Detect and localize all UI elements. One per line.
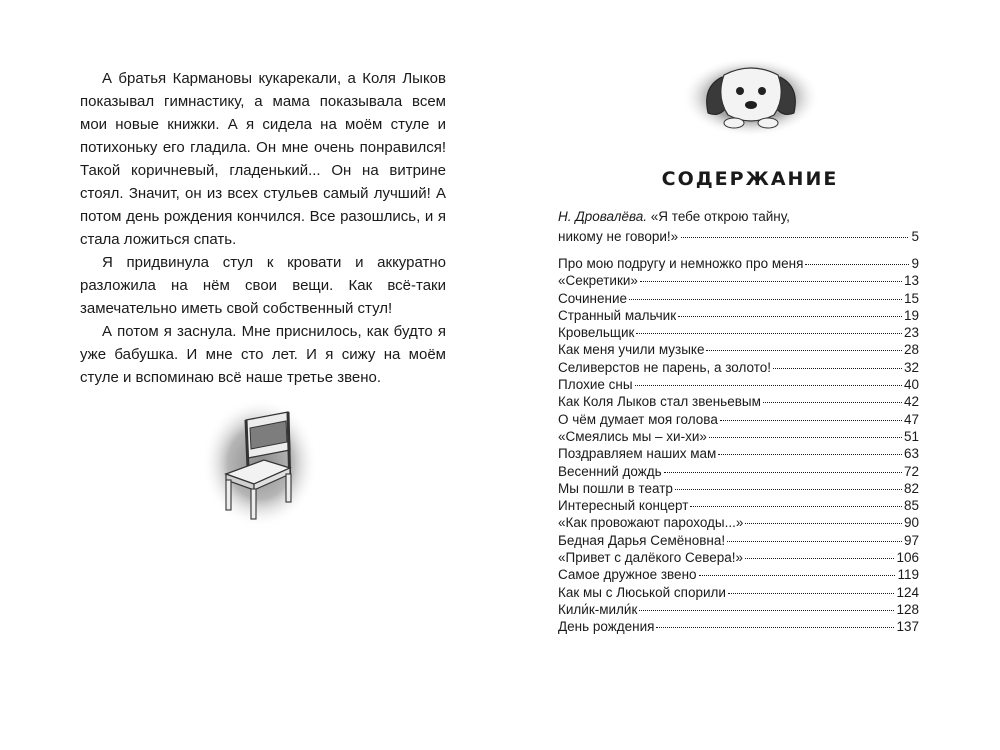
intro-title-line2: никому не говори!»: [558, 229, 679, 244]
toc-entry-page-number: 28: [903, 342, 919, 358]
toc-entry-title: Мы пошли в театр: [558, 480, 673, 496]
toc-entry-page-number: 63: [903, 446, 919, 462]
leader-dots: [636, 333, 902, 334]
toc-entry-title: Странный мальчик: [558, 307, 677, 323]
toc-entry-title: «Привет с далёкого Севера!»: [558, 550, 744, 566]
leader-dots: [728, 593, 895, 594]
toc-entry[interactable]: [558, 290, 919, 307]
right-page: [500, 0, 1000, 750]
toc-entry-title: «Секретики»: [558, 273, 638, 289]
toc-entry[interactable]: [558, 549, 919, 566]
toc-entry-page-number: 32: [903, 359, 919, 375]
leader-dots: [656, 627, 894, 628]
toc-entry-page-number: 119: [897, 567, 919, 583]
leader-dots: [635, 385, 902, 386]
toc-entry[interactable]: [558, 463, 919, 480]
toc-entry-title: Как мы с Люськой спорили: [558, 584, 726, 600]
toc-entry[interactable]: [558, 584, 919, 601]
leader-dots: [773, 368, 902, 369]
toc-list: [558, 255, 919, 636]
toc-entry[interactable]: [558, 307, 919, 324]
toc-entry[interactable]: [558, 601, 919, 618]
toc-entry-page-number: 82: [903, 480, 919, 496]
leader-dots: [745, 523, 902, 524]
leader-dots: [629, 299, 902, 300]
leader-dots: [727, 541, 902, 542]
toc-entry-page-number: 19: [903, 307, 919, 323]
toc-entry[interactable]: [558, 497, 919, 514]
toc-entry-title: Поздравляем наших мам: [558, 446, 717, 462]
toc-entry-title: Бедная Дарья Семёновна!: [558, 532, 726, 548]
toc-entry-title: О чём думает моя голова: [558, 411, 718, 427]
toc-entry[interactable]: [558, 411, 919, 428]
toc-entry-page-number: 40: [903, 377, 919, 393]
toc-entry-page-number: 106: [896, 550, 919, 566]
toc-intro-entry[interactable]: [558, 207, 919, 247]
toc-entry-title: Про мою подругу и немножко про меня: [558, 256, 804, 271]
toc-entry-page-number: 51: [903, 428, 919, 444]
leader-dots: [699, 575, 896, 576]
toc-entry[interactable]: [558, 359, 919, 376]
paragraph-2: Я придвинула стул к кровати и аккуратно разложила на нём свои вещи. Как всё-таки замечательно иметь свой собственный стул!: [80, 254, 446, 317]
toc-entry-page-number: 47: [903, 411, 919, 427]
leader-dots: [763, 402, 902, 403]
leader-dots: [805, 264, 909, 265]
toc-entry[interactable]: [558, 255, 919, 272]
toc-entry-title: «Как провожают пароходы...»: [558, 515, 744, 531]
chair-illustration: [202, 398, 318, 528]
toc-entry[interactable]: [558, 376, 919, 393]
leader-dots: [681, 237, 908, 238]
leader-dots: [640, 281, 902, 282]
toc-heading: СОДЕРЖАНИЕ: [661, 168, 839, 190]
toc-entry[interactable]: [558, 445, 919, 462]
toc-entry-page-number: 97: [903, 532, 919, 548]
toc-entry-title: Кили́к-мили́к: [558, 601, 638, 617]
toc-entry-page-number: 42: [903, 394, 919, 410]
leader-dots: [675, 489, 902, 490]
toc-entry-page-number: 23: [903, 325, 919, 341]
toc-entry-page-number: 90: [903, 515, 919, 531]
intro-title-line1: «Я тебе открою тайну,: [650, 209, 790, 224]
intro-page-number: 5: [911, 229, 919, 244]
toc-entry[interactable]: [558, 341, 919, 358]
toc-entry-title: Сочинение: [558, 290, 628, 306]
toc-entry-page-number: 137: [896, 619, 919, 635]
intro-author: Н. Дровалёва.: [558, 209, 648, 224]
paragraph-3: А потом я заснула. Мне приснилось, как будто я уже бабушка. И мне сто лет. И я сижу на моём стуле и вспоминаю всё наше третье звено.: [80, 323, 446, 386]
toc-entry-title: Как Коля Лыков стал звеньевым: [558, 394, 761, 410]
toc-entry-page-number: 128: [896, 601, 919, 617]
toc-entry[interactable]: [558, 514, 919, 531]
toc-entry-title: «Смеялись мы – хи-хи»: [558, 428, 707, 444]
dog-illustration: [682, 57, 820, 137]
toc-entry[interactable]: [558, 532, 919, 549]
toc-entry[interactable]: [558, 566, 919, 583]
leader-dots: [709, 437, 902, 438]
toc-entry-title: Как меня учили музыке: [558, 342, 705, 358]
toc-entry-page-number: 13: [903, 273, 919, 289]
toc-entry[interactable]: [558, 324, 919, 341]
toc-entry-page-number: 9: [911, 256, 919, 271]
paragraph-1: А братья Кармановы кукарекали, а Коля Лыков показывал гимнастику, а мама показывала всем мои новые книжки. А я сидела на моём стуле и потихоньку его гладила. Он мне очень понравился! Такой коричневый, гладенький... Он на витрине стоял. Значит, он из всех стульев самый лучший! А потом день рождения кончился. Все разошлись, и я стала ложиться спать.: [80, 70, 446, 248]
toc-entry-title: Интересный концерт: [558, 498, 689, 514]
toc-entry-title: День рождения: [558, 619, 655, 635]
toc-entry[interactable]: [558, 272, 919, 289]
toc-entry-page-number: 85: [903, 498, 919, 514]
toc-entry[interactable]: [558, 618, 919, 635]
leader-dots: [706, 350, 901, 351]
leader-dots: [664, 472, 902, 473]
toc-entry-title: Весенний дождь: [558, 463, 662, 479]
leader-dots: [718, 454, 902, 455]
toc-entry[interactable]: [558, 480, 919, 497]
toc-entry[interactable]: [558, 393, 919, 410]
toc-entry[interactable]: [558, 428, 919, 445]
toc-entry-page-number: 124: [896, 584, 919, 600]
leader-dots: [639, 610, 894, 611]
leader-dots: [745, 558, 894, 559]
leader-dots: [720, 420, 902, 421]
toc-entry-title: Селиверстов не парень, а золото!: [558, 359, 772, 375]
toc-entry-title: Кровельщик: [558, 325, 635, 341]
toc-entry-page-number: 15: [903, 290, 919, 306]
leader-dots: [690, 506, 902, 507]
toc-entry-title: Самое дружное звено: [558, 567, 697, 583]
toc-entry-title: Плохие сны: [558, 377, 633, 393]
leader-dots: [678, 316, 902, 317]
toc-entry-page-number: 72: [903, 463, 919, 479]
story-text: [80, 67, 446, 389]
